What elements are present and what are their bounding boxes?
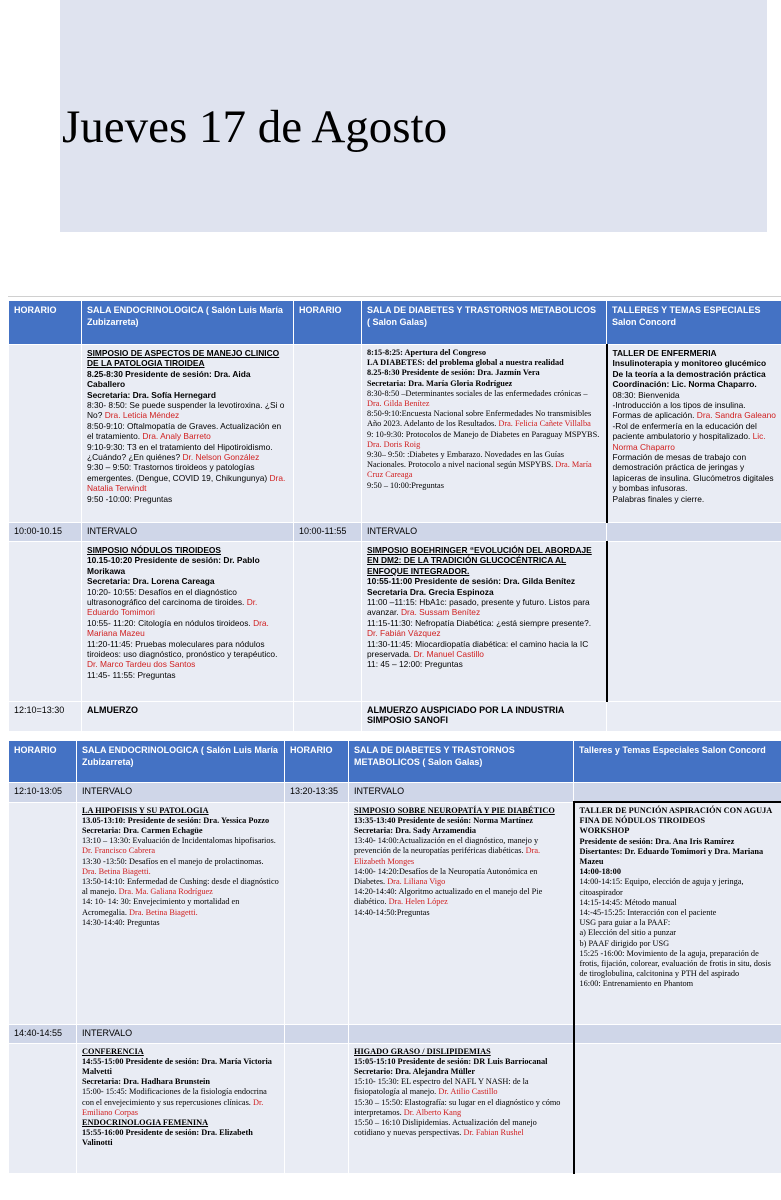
speaker-name: Dr. Nelson González bbox=[182, 452, 260, 463]
session-info: 13.05-13:10: Presidente de sesión: Dra. Yessica Pozzo bbox=[82, 815, 270, 825]
session-line bbox=[82, 1087, 279, 1118]
empty-cell bbox=[607, 702, 781, 732]
header-talleres: TALLERES Y TEMAS ESPECIALES Salon Concord bbox=[607, 301, 781, 345]
table-header-row bbox=[9, 301, 781, 345]
interval-row bbox=[9, 783, 781, 803]
session-line bbox=[367, 639, 601, 660]
interval-time: 12:10-13:05 bbox=[9, 783, 77, 803]
speaker-name: Dr. Alberto Kang bbox=[403, 1107, 462, 1117]
session-item: 8:50-9:10:Encuesta Nacional sobre Enfermedades No transmisibles Año 2023. Adelanto de los Resultados. bbox=[367, 409, 592, 429]
session-line bbox=[367, 545, 601, 576]
session-item: a) Elección del sitio a punzar bbox=[579, 928, 677, 938]
session-line bbox=[580, 949, 777, 980]
session-line bbox=[82, 1118, 279, 1128]
session-item: 11: 45 – 12:00: Preguntas bbox=[367, 659, 463, 670]
speaker-name: Dra. Natalia Terwindt bbox=[87, 472, 286, 494]
session-line bbox=[87, 462, 288, 493]
session-info: 8:15-8:25: Apertura del Congreso bbox=[367, 348, 486, 357]
speaker-name: Dr. Francisco Cabrera bbox=[82, 846, 156, 856]
session-line bbox=[613, 452, 777, 494]
session-item: 15:10- 15:30: EL espectro del NAFL Y NASH: de la fisiopatología al manejo. bbox=[354, 1077, 529, 1097]
header-sala-endocrinologica: SALA ENDOCRINOLOGICA ( Salón Luis María Zubizarreta) bbox=[82, 301, 294, 345]
session-line bbox=[580, 928, 777, 938]
session-info: 15:55-16:00 Presidente de sesión: Dra. Elizabeth Valinotti bbox=[82, 1128, 253, 1148]
table-row bbox=[9, 802, 781, 1024]
session-line bbox=[580, 918, 777, 928]
session-line bbox=[82, 836, 279, 856]
session-item: 14:15-14:45: Método manual bbox=[579, 897, 677, 907]
speaker-name: Dr. Atilio Castillo bbox=[438, 1087, 498, 1097]
interval-empty bbox=[607, 523, 781, 542]
speaker-name: Dra. Mariana Mazeu bbox=[87, 617, 269, 639]
session-info: TALLER DE ENFERMERIA bbox=[612, 348, 717, 358]
session-info: De la teoría a la demostración práctica bbox=[612, 368, 766, 379]
session-info: Secretaria: Dra. Lorena Careaga bbox=[87, 576, 215, 587]
time-cell bbox=[285, 1043, 349, 1173]
session-item: 8:30-8:50 –Determinantes sociales de las enfermedades crónicas – bbox=[367, 388, 588, 398]
session-item: 13:10 – 13:30: Evaluación de Incidentalomas hipofisarios. bbox=[82, 836, 276, 846]
session-item: USG para guiar a la PAAF: bbox=[579, 918, 671, 928]
interval-label: INTERVALO bbox=[77, 783, 285, 803]
session-line bbox=[87, 576, 288, 586]
session-title: ENDOCRINOLOGIA FEMENINA bbox=[82, 1117, 209, 1127]
session-item: 14:00-14:15: Equipo, elección de aguja y jeringa, citoaspirador bbox=[579, 877, 744, 897]
session-info: 14:00-18:00 bbox=[579, 867, 621, 877]
session-item: 14:-45-15:25: Interacción con el paciente bbox=[579, 908, 717, 918]
session-line bbox=[613, 369, 777, 379]
header-horario: HORARIO bbox=[9, 301, 82, 345]
session-line bbox=[367, 358, 601, 368]
session-fna-workshop bbox=[574, 802, 781, 1024]
speaker-name: Dra. Analy Barreto bbox=[142, 431, 211, 442]
session-line bbox=[87, 670, 288, 680]
session-info: 8.25-8:30 Presidente de sesión: Dra. Jazmín Vera bbox=[367, 368, 540, 378]
session-info: Secretaria: Dra. Hadhara Brunstein bbox=[82, 1077, 210, 1087]
session-line bbox=[613, 421, 777, 452]
session-info: 14:55-15:00 Presidente de sesión: Dra. María Victoria Malvetti bbox=[82, 1056, 272, 1076]
header-horario: HORARIO bbox=[294, 301, 362, 345]
schedule-table-1 bbox=[8, 300, 781, 732]
header-sala-diabetes: SALA DE DIABETES Y TRASTORNOS METABOLICOS ( Salon Galas) bbox=[349, 741, 574, 783]
session-item: 11:30-11:45: Miocardiopatía diabética: el camino hacia la IC preservada. bbox=[367, 638, 589, 660]
table-row bbox=[9, 542, 781, 702]
session-boehringer bbox=[362, 542, 607, 702]
session-title: SIMPOSIO BOEHRINGER “EVOLUCIÓN DEL ABORDAJE EN DM2: DE LA TRADICIÓN GLUCOCÉNTRICA AL ENFOQUE INTEGRADOR. bbox=[367, 545, 592, 576]
session-line bbox=[82, 1128, 279, 1148]
time-cell bbox=[9, 802, 77, 1024]
session-line bbox=[87, 421, 288, 442]
speaker-name: Lic. Norma Chaparro bbox=[612, 431, 766, 452]
session-line bbox=[354, 816, 568, 826]
time-cell bbox=[285, 802, 349, 1024]
session-line bbox=[87, 442, 288, 463]
session-title: SIMPOSIO NÓDULOS TIROIDEOS bbox=[87, 545, 222, 555]
speaker-name: Dra. Felicia Cañete Villalba bbox=[498, 419, 591, 429]
session-info: Secretario: Dra. Alejandra Müller bbox=[354, 1066, 476, 1076]
speaker-name: Dra. Sandra Galeano bbox=[696, 410, 776, 421]
interval-empty bbox=[285, 1024, 349, 1043]
session-line bbox=[367, 481, 601, 491]
session-line bbox=[87, 545, 288, 555]
session-line bbox=[580, 837, 777, 847]
session-line bbox=[613, 379, 777, 389]
session-line bbox=[367, 368, 601, 378]
session-item: 9:10-9:30: T3 en el tratamiento del Hipotiroidismo. ¿Cuándo? ¿En quiénes? bbox=[87, 441, 273, 463]
session-line bbox=[367, 587, 601, 597]
session-line bbox=[354, 836, 568, 867]
session-line bbox=[613, 400, 777, 421]
empty-cell bbox=[607, 542, 781, 702]
session-line bbox=[87, 390, 288, 400]
speaker-name: Dra. Doris Roig bbox=[367, 439, 421, 449]
session-line bbox=[580, 898, 777, 908]
session-info: Presidente de sesión: Dra. Ana Iris Ramírez bbox=[579, 836, 735, 846]
session-item: -Introducción a los tipos de insulina. Formas de aplicación. bbox=[612, 400, 746, 421]
session-info: Secretaria Dra. Grecia Espinoza bbox=[367, 586, 494, 597]
session-item: 15:50 – 16:10 Dislipidemias. Actualización del manejo cotidiano y nuevas perspectivas. bbox=[354, 1117, 537, 1138]
session-line bbox=[354, 867, 568, 887]
lunch-sponsor-line: ALMUERZO AUSPICIADO POR LA INDUSTRIA bbox=[367, 705, 565, 715]
session-item: 15:25 -16:00: Movimiento de la aguja, preparación de frotis, fijación, colorear, evaluación de frotis in situ, dosis de tiroglobulina, calcitonina y PTH del aspirado bbox=[579, 948, 771, 979]
table-header-row bbox=[9, 741, 781, 783]
session-info: 8.25-8:30 Presidente de sesión: Dra. Aida Caballero bbox=[87, 368, 251, 390]
session-line bbox=[87, 618, 288, 639]
session-item: 11:20-11:45: Pruebas moleculares para nódulos tiroideos: uso diagnóstico, pronóstico y terapéutico. bbox=[87, 638, 278, 660]
session-line bbox=[613, 390, 777, 400]
lunch-sponsor bbox=[362, 702, 607, 732]
lunch-time: 12:10=13:30 bbox=[9, 702, 82, 732]
speaker-name: Dra. Ma. Galiana Rodríguez bbox=[118, 887, 213, 897]
session-item: 10:20- 10:55: Desafíos en el diagnóstico ultrasonográfico del carcinoma de tiroides. bbox=[87, 586, 247, 608]
speaker-name: Dra. Sussam Benítez bbox=[401, 607, 481, 618]
title-slide bbox=[0, 0, 781, 296]
session-line bbox=[354, 1047, 568, 1057]
session-line bbox=[580, 979, 777, 989]
time-cell bbox=[9, 345, 82, 523]
session-item: 14: 10- 14: 30: Envejecimiento y mortalidad en Acromegalia. bbox=[82, 897, 240, 917]
session-line bbox=[87, 369, 288, 390]
session-item: 16:00: Entrenamiento en Phantom bbox=[579, 979, 694, 989]
session-item: Formación de mesas de trabajo con demostración práctica de jeringas y lapiceras de insulina. Glucómetros digitales y bombas infusoras. bbox=[612, 452, 774, 494]
session-item: 11:00 –11:15: HbA1c: pasado, presente y futuro. Listos para avanzar. bbox=[367, 597, 590, 618]
schedule-table-2 bbox=[8, 740, 781, 1174]
session-line bbox=[580, 826, 777, 836]
interval-label: INTERVALO bbox=[362, 523, 607, 542]
session-line bbox=[580, 877, 777, 897]
session-line bbox=[613, 348, 777, 358]
empty-cell bbox=[574, 1043, 781, 1173]
lunch-row bbox=[9, 702, 781, 732]
session-item: 14:00- 14:20:Desafíos de la Neuropatía Autonómica en Diabetes. bbox=[354, 866, 538, 886]
session-line bbox=[82, 918, 279, 928]
interval-time: 10:00-10.15 bbox=[9, 523, 82, 542]
session-fatty-liver bbox=[349, 1043, 574, 1173]
session-line bbox=[354, 1098, 568, 1118]
speaker-name: Dra. Leticia Méndez bbox=[104, 410, 180, 421]
time-cell bbox=[9, 542, 82, 702]
session-info: Secretaria: Dra. María Gloria Rodríguez bbox=[367, 378, 513, 388]
session-item: 9:50 -10:00: Preguntas bbox=[87, 493, 173, 504]
session-item: b) PAAF dirigido por USG bbox=[579, 938, 670, 948]
session-item: 10:55- 11:20: Citología en nódulos tiroideos. bbox=[87, 617, 254, 628]
slide-separator bbox=[8, 296, 781, 297]
session-item: 9:50 – 10:00:Preguntas bbox=[367, 480, 444, 490]
session-line bbox=[354, 1057, 568, 1067]
session-line bbox=[354, 908, 568, 918]
time-cell bbox=[294, 345, 362, 523]
session-item: 14:40-14:50:Preguntas bbox=[354, 907, 430, 917]
session-line bbox=[367, 618, 601, 639]
session-line bbox=[367, 659, 601, 669]
session-line bbox=[82, 806, 279, 816]
session-line bbox=[580, 908, 777, 918]
session-line bbox=[580, 867, 777, 877]
session-line bbox=[87, 400, 288, 421]
session-line bbox=[367, 430, 601, 450]
interval-label: INTERVALO bbox=[82, 523, 294, 542]
session-line bbox=[367, 450, 601, 481]
session-title: SIMPOSIO SOBRE NEUROPATÍA Y PIE DIABÉTICO bbox=[354, 805, 555, 815]
session-info: 10:55-11:00 Presidente de sesión: Dra. Gilda Benítez bbox=[367, 576, 576, 587]
session-item: 13:40- 14:00:Actualización en el diagnóstico, manejo y prevención de la neuropatías periféricas diabéticas. bbox=[354, 836, 539, 856]
speaker-name: Dr. Fabian Rushel bbox=[463, 1128, 524, 1138]
session-line bbox=[613, 358, 777, 368]
time-cell bbox=[294, 542, 362, 702]
session-line bbox=[82, 897, 279, 917]
interval-time: 14:40-14:55 bbox=[9, 1024, 77, 1043]
session-line bbox=[354, 1077, 568, 1097]
session-line bbox=[367, 576, 601, 586]
empty-cell bbox=[294, 702, 362, 732]
session-line bbox=[82, 816, 279, 826]
session-conference bbox=[77, 1043, 285, 1173]
interval-row bbox=[9, 523, 781, 542]
session-item: 14:30-14:40: Preguntas bbox=[82, 917, 160, 927]
speaker-name: Dra. Helen López bbox=[388, 897, 448, 907]
session-item: Palabras finales y cierre. bbox=[612, 493, 705, 504]
session-info: LA DIABETES: del problema global a nuestra realidad bbox=[367, 358, 564, 368]
speaker-name: Dr. Manuel Castillo bbox=[413, 649, 484, 660]
session-info: Secretaria: Dra. Sofía Hernegard bbox=[87, 389, 216, 400]
session-item: 9:30– 9:50: :Diabetes y Embarazo. Novedades en las Guías Nacionales. Protocolo a nivel nacional según MSPYBS. bbox=[367, 450, 564, 470]
session-title: LA HIPOFISIS Y SU PATOLOGIA bbox=[82, 805, 209, 815]
interval-empty bbox=[349, 1024, 574, 1043]
lunch-sponsor-line: SIMPOSIO SANOFI bbox=[367, 715, 449, 725]
session-line bbox=[82, 826, 279, 836]
session-item: 13:30 -13:50: Desafíos en el manejo de prolactinomas. bbox=[82, 856, 264, 866]
header-horario: HORARIO bbox=[285, 741, 349, 783]
session-line bbox=[367, 348, 601, 358]
session-info: 10.15-10:20 Presidente de sesión: Dr. Pablo Morikawa bbox=[87, 555, 260, 576]
session-line bbox=[87, 587, 288, 618]
session-line bbox=[580, 806, 777, 826]
session-item: 9: 10-9:30: Protocolos de Manejo de Diabetes en Paraguay MSPYBS. bbox=[367, 429, 600, 439]
session-line bbox=[354, 1067, 568, 1077]
interval-label: INTERVALO bbox=[349, 783, 574, 803]
speaker-name: Dr. Fabián Vázquez bbox=[367, 628, 441, 639]
session-line bbox=[87, 348, 288, 369]
session-line bbox=[354, 1118, 568, 1138]
header-sala-endocrinologica: SALA ENDOCRINOLOGICA ( Salón Luis María Zubizarreta) bbox=[77, 741, 285, 783]
session-info: TALLER DE PUNCIÓN ASPIRACIÓN CON AGUJA FINA DE NÓDULOS TIROIDEOS bbox=[579, 806, 772, 826]
session-item: 11:45- 11:55: Preguntas bbox=[87, 669, 176, 680]
session-thyroid bbox=[82, 345, 294, 523]
speaker-name: Dr. Marco Tardeu dos Santos bbox=[87, 659, 196, 670]
session-line bbox=[367, 379, 601, 389]
session-line bbox=[87, 555, 288, 576]
session-info: WORKSHOP bbox=[579, 826, 630, 836]
time-cell bbox=[9, 1043, 77, 1173]
session-pituitary bbox=[77, 802, 285, 1024]
session-line bbox=[82, 1057, 279, 1077]
session-line bbox=[367, 409, 601, 429]
session-line bbox=[354, 887, 568, 907]
session-nursing-workshop bbox=[607, 345, 781, 523]
session-title: CONFERENCIA bbox=[82, 1046, 144, 1056]
session-line bbox=[82, 857, 279, 877]
session-line bbox=[580, 847, 777, 867]
session-line bbox=[354, 806, 568, 816]
session-line bbox=[87, 494, 288, 504]
session-line bbox=[367, 389, 601, 409]
session-line bbox=[354, 826, 568, 836]
speaker-name: Dra. Betina Biagetti. bbox=[129, 907, 198, 917]
session-line bbox=[82, 877, 279, 897]
session-line bbox=[87, 639, 288, 670]
session-line bbox=[367, 597, 601, 618]
table-row bbox=[9, 345, 781, 523]
session-diabetes-opening bbox=[362, 345, 607, 523]
interval-empty bbox=[574, 1024, 781, 1043]
interval-row bbox=[9, 1024, 781, 1043]
header-horario: HORARIO bbox=[9, 741, 77, 783]
session-line bbox=[580, 939, 777, 949]
session-title: SIMPOSIO DE ASPECTOS DE MANEJO CLINICO DE LA PATOLOGIA TIROIDEA bbox=[87, 348, 280, 369]
session-item: 13:50-14:10: Enfermedad de Cushing: desde el diagnóstico al manejo. bbox=[82, 876, 279, 897]
session-info: Secretaria: Dra. Sady Arzamendia bbox=[354, 825, 476, 835]
lunch-label: ALMUERZO bbox=[82, 702, 294, 732]
session-item: 8:30- 8:50: Se puede suspender la levotiroxina. ¿Si o No? bbox=[87, 400, 285, 421]
speaker-name: Dra. Betina Biagetti. bbox=[82, 866, 151, 876]
header-talleres: Talleres y Temas Especiales Salon Concord bbox=[574, 741, 781, 783]
session-item: -Rol de enfermería en la educación del paciente ambulatorio y hospitalizado. bbox=[612, 420, 757, 442]
session-info: Secretaria: Dra. Carmen Echagüe bbox=[82, 825, 203, 835]
session-line bbox=[82, 1047, 279, 1057]
session-info: 15:05-15:10 Presidente de sesión: DR Luis Barriocanal bbox=[354, 1056, 548, 1066]
interval-empty bbox=[574, 783, 781, 803]
session-info: 13:35-13:40 Presidente de sesión: Norma Martínez bbox=[354, 815, 533, 825]
session-item: 15:00- 15:45: Modificaciones de la fisiología endocrina con el envejecimiento y sus repercusiones clínicas. bbox=[82, 1087, 267, 1107]
speaker-name: Dra. Elizabeth Monges bbox=[354, 846, 541, 866]
interval-time: 13:20-13:35 bbox=[285, 783, 349, 803]
speaker-name: Dra. Liliana Vigo bbox=[387, 876, 446, 886]
session-neuropathy bbox=[349, 802, 574, 1024]
speaker-name: Dr. Emiliano Corpas bbox=[82, 1097, 264, 1117]
session-item: 8:50-9:10: Oftalmopatía de Graves. Actualización en el tratamiento. bbox=[87, 420, 282, 442]
session-info: Disertantes: Dr. Eduardo Tomimori y Dra. Mariana Mazeu bbox=[579, 846, 764, 867]
session-info: Insulinoterapia y monitoreo glucémico bbox=[612, 358, 767, 369]
session-nodules bbox=[82, 542, 294, 702]
page-title: Jueves 17 de Agosto bbox=[62, 101, 448, 153]
header-sala-diabetes: SALA DE DIABETES Y TRASTORNOS METABOLICOS ( Salon Galas) bbox=[362, 301, 607, 345]
session-item: 08:30: Bienvenida bbox=[612, 389, 680, 400]
session-line bbox=[613, 494, 777, 504]
speaker-name: Dra. Gilda Benítez bbox=[367, 399, 430, 409]
session-line bbox=[82, 1077, 279, 1087]
speaker-name: Dra. María Cruz Careaga bbox=[367, 460, 592, 480]
session-item: 15:30 – 15:50: Elastografía: su lugar en el diagnóstico y cómo interpretamos. bbox=[354, 1097, 561, 1117]
session-title: HIGADO GRASO / DISLIPIDEMIAS bbox=[354, 1046, 491, 1056]
session-item: 9:30 – 9:50: Trastornos tiroideos y patologías emergentes. (Dengue, COVID 19, Chikungunya) bbox=[87, 462, 270, 483]
speaker-name: Dr. Eduardo Tomimori bbox=[87, 597, 258, 618]
table-row bbox=[9, 1043, 781, 1173]
session-item: 11:15-11:30: Nefropatía Diabética: ¿está siempre presente?. bbox=[367, 617, 592, 628]
session-info: Coordinación: Lic. Norma Chaparro. bbox=[612, 379, 757, 390]
interval-label: INTERVALO bbox=[77, 1024, 285, 1043]
session-item: 14:20-14:40: Algoritmo actualizado en el manejo del Pie diabético. bbox=[354, 887, 543, 907]
interval-time: 10:00-11:55 bbox=[294, 523, 362, 542]
